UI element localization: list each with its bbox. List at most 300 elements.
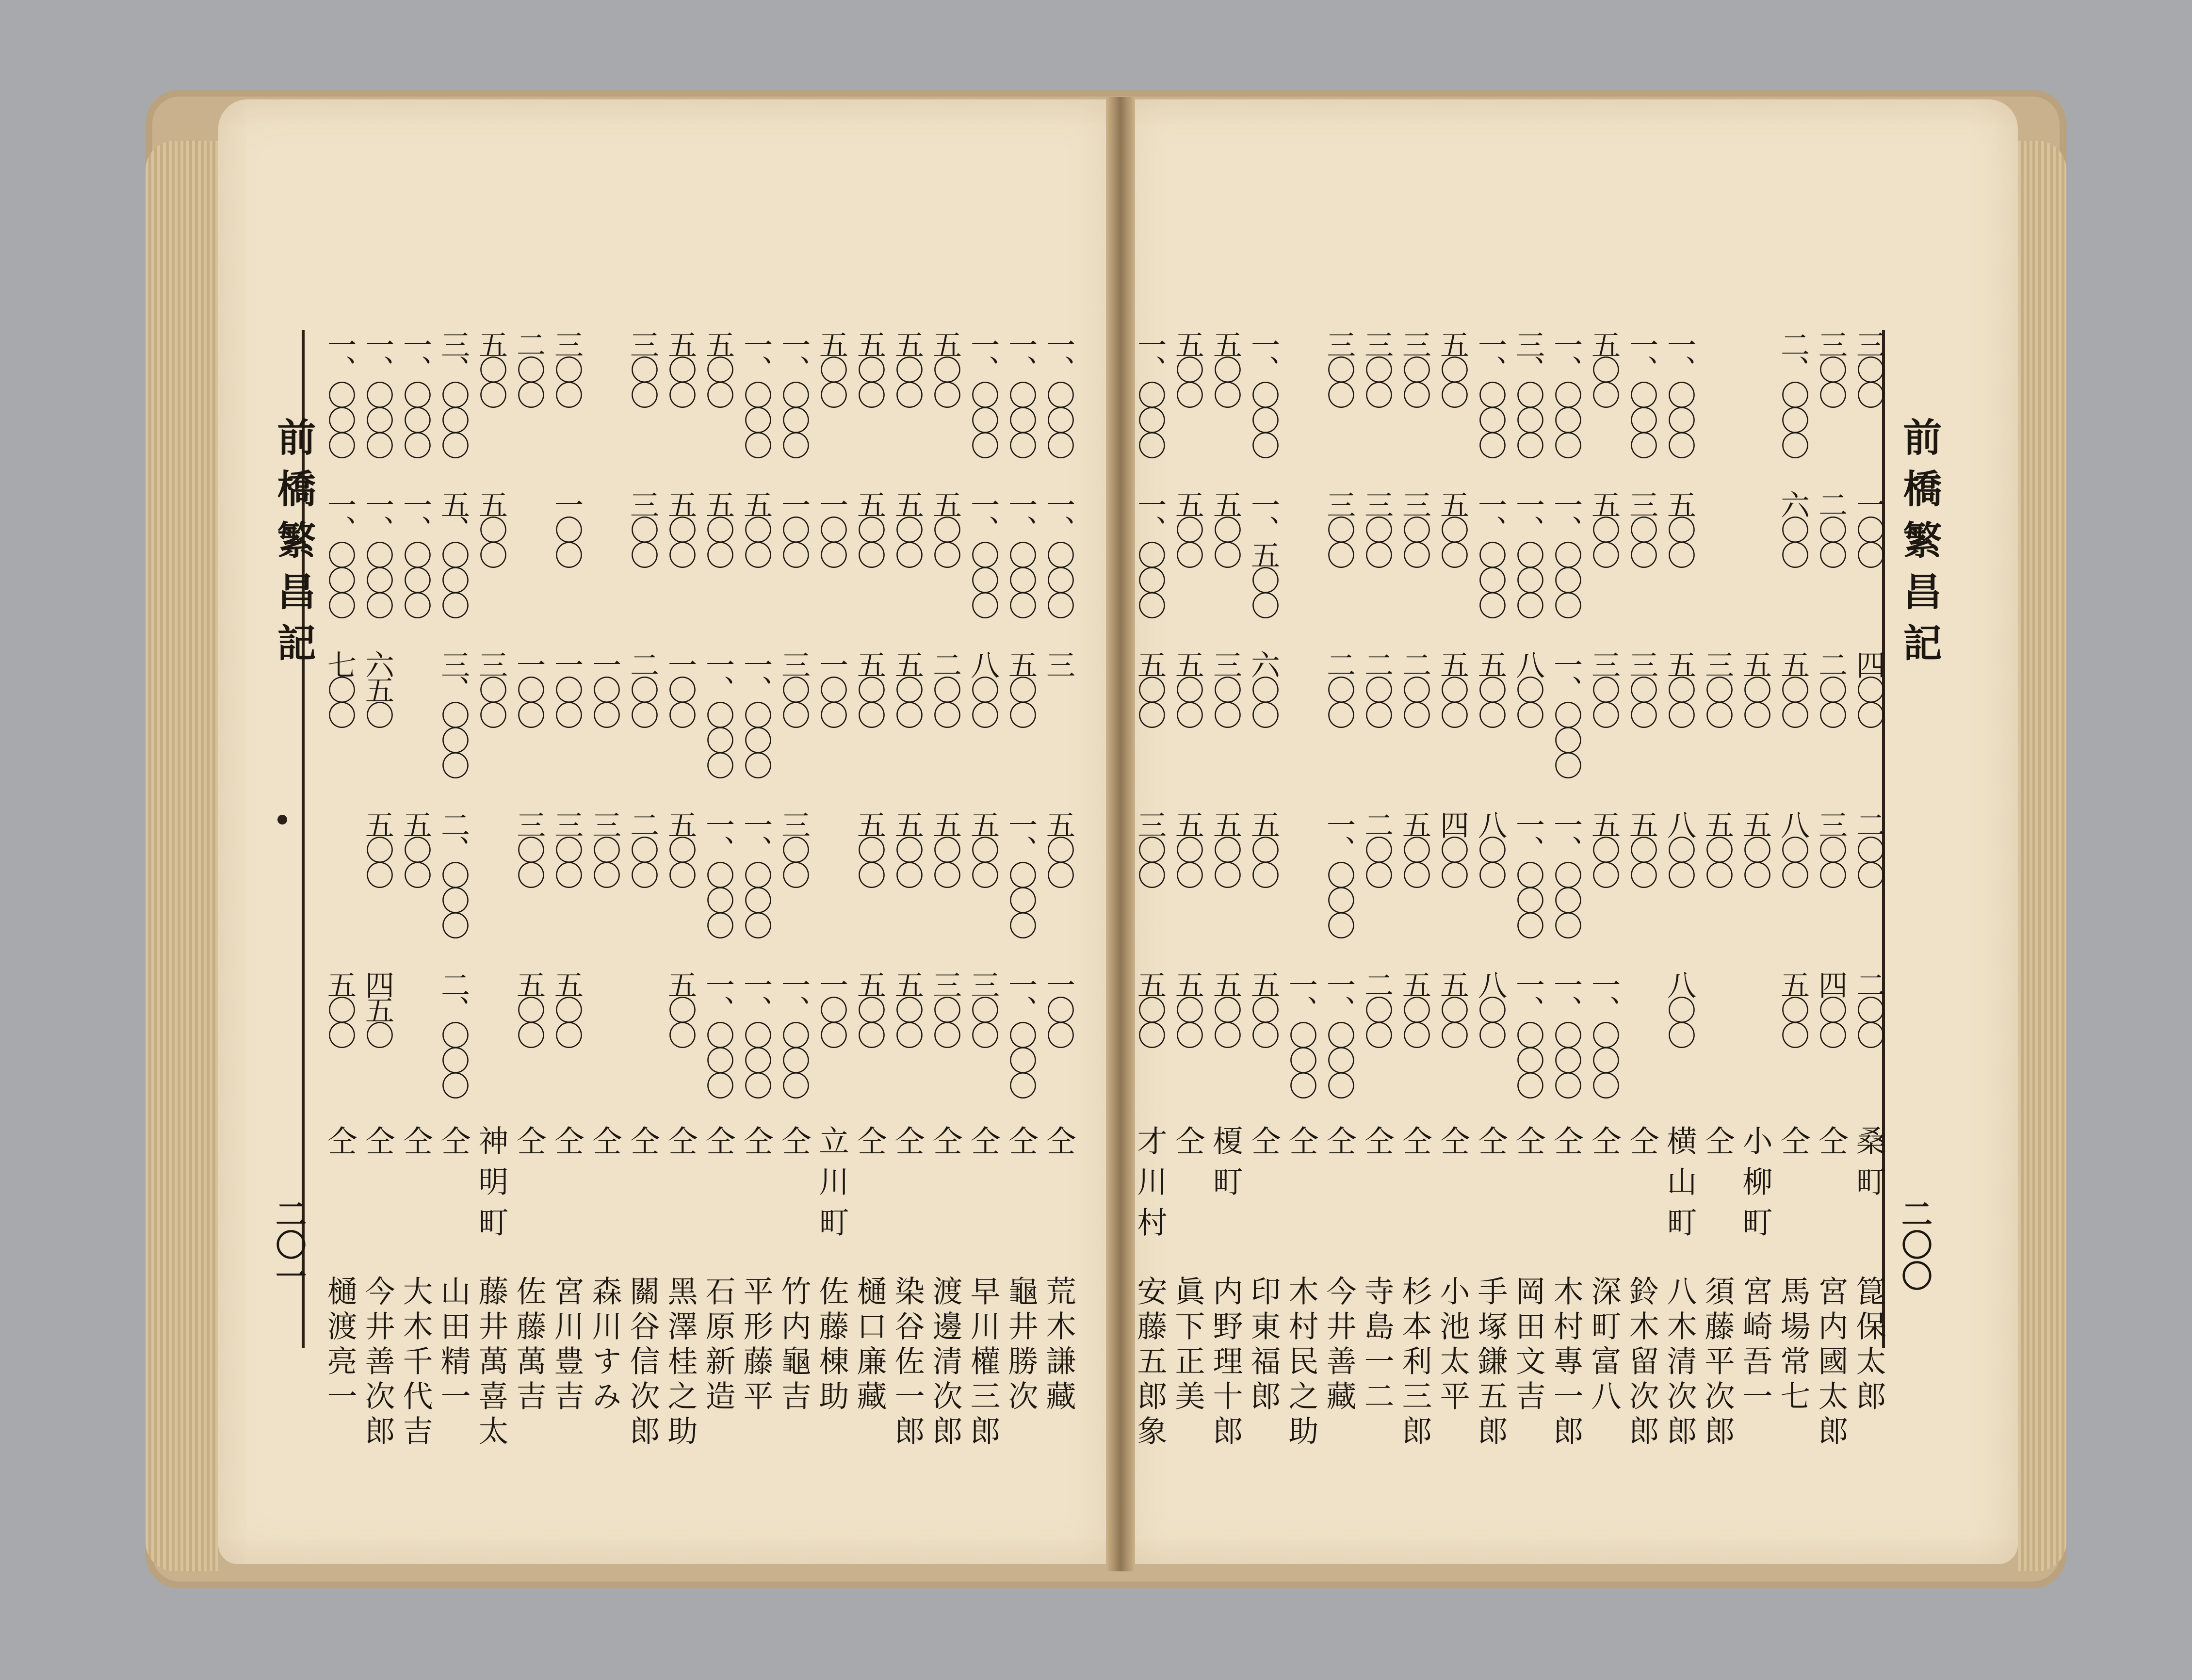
entry-column [1849, 330, 1888, 1484]
amount-cell: 五〇〇 [1004, 650, 1038, 726]
name-cell: 木村民之助 [1283, 1276, 1319, 1450]
town-cell: 仝 [1624, 1125, 1659, 1166]
town-cell: 仝 [1170, 1125, 1205, 1166]
name-cell: 竹内龜吉 [776, 1276, 812, 1415]
amount-cell [585, 970, 624, 1115]
name-cell: 八木清次郎 [1662, 1276, 1697, 1450]
amount-cell: 六五〇 [360, 650, 394, 726]
amount-cell: 二、〇〇〇 [436, 970, 470, 1096]
amount-cell: 五〇〇 [1170, 810, 1204, 886]
name-cell: 宮川豊吉 [549, 1276, 585, 1415]
right-folio: 二〇〇 [1896, 1198, 1932, 1291]
town-cell: 立川町 [814, 1125, 849, 1247]
amount-cell: 三〇〇 [1700, 650, 1734, 726]
amount-cell: 一、〇〇〇 [777, 330, 811, 456]
amount-cell: 五〇〇 [852, 330, 886, 405]
amount-cell: 一、〇〇〇 [1587, 970, 1621, 1096]
name-cell: 眞下正美 [1170, 1276, 1205, 1415]
amount-cell: 二〇〇 [625, 650, 659, 726]
amount-cell: 一、〇〇〇 [1624, 330, 1658, 456]
amount-cell: 一、〇〇〇 [701, 650, 735, 776]
amount-cell: 三〇〇 [625, 490, 659, 565]
amount-cell: 五〇〇 [512, 970, 546, 1046]
town-cell: 仝 [1041, 1125, 1076, 1166]
amount-cell: 一、〇〇〇 [1004, 970, 1038, 1096]
amount-cell: 五〇〇 [550, 970, 584, 1046]
amount-cell: 二、〇〇〇 [1776, 330, 1810, 456]
entry-column [1622, 330, 1661, 1484]
amount-cell: 二〇〇 [1814, 490, 1848, 565]
amount-cell: 六〇〇 [1246, 650, 1280, 726]
entry-column [1168, 330, 1207, 1484]
amount-cell: 三〇〇 [777, 810, 811, 886]
town-cell: 仝 [1283, 1125, 1319, 1166]
amount-cell: 三〇〇 [777, 650, 811, 726]
town-cell: 仝 [587, 1125, 622, 1166]
amount-cell: 五〇〇 [1397, 970, 1431, 1046]
amount-cell: 一、〇〇〇 [1322, 810, 1356, 936]
town-cell: 仝 [1548, 1125, 1584, 1166]
town-cell: 仝 [360, 1125, 395, 1166]
town-cell: 仝 [1473, 1125, 1508, 1166]
amount-cell: 四〇〇 [1851, 650, 1885, 726]
amount-cell: 一、〇〇〇 [1473, 330, 1507, 456]
amount-cell: 五〇〇 [663, 810, 697, 886]
amount-cell: 一、〇〇〇 [1004, 330, 1038, 456]
town-cell: 仝 [322, 1125, 357, 1166]
amount-cell: 五〇〇 [1208, 810, 1242, 886]
entry-column [1395, 330, 1434, 1484]
amount-cell: 一、〇〇〇 [966, 490, 1000, 616]
amount-cell: 六〇〇 [1776, 490, 1810, 565]
name-cell: 宮内國太郎 [1813, 1276, 1849, 1450]
name-cell: 安藤五郎象 [1132, 1276, 1168, 1450]
entry-column [1736, 330, 1774, 1484]
amount-cell: 五〇〇 [1624, 810, 1658, 886]
name-cell: 渡邊清次郎 [927, 1276, 963, 1450]
town-cell: 才川村 [1132, 1125, 1168, 1247]
amount-cell: 三〇〇 [1851, 330, 1885, 405]
amount-cell: 五〇〇 [1041, 810, 1075, 886]
amount-cell [471, 810, 510, 955]
name-cell: 龜井勝次 [1003, 1276, 1039, 1415]
amount-cell: 三〇〇 [1814, 330, 1848, 405]
name-cell: 木村專一郎 [1548, 1276, 1584, 1450]
town-cell: 仝 [436, 1125, 471, 1166]
name-cell: 今井善次郎 [360, 1276, 395, 1450]
amount-cell: 五〇〇 [1246, 970, 1280, 1046]
name-cell: 岡田文吉 [1510, 1276, 1546, 1415]
town-cell: 仝 [927, 1125, 963, 1166]
town-cell: 仝 [852, 1125, 887, 1166]
amount-cell: 五〇〇 [890, 330, 924, 405]
amount-cell: 一、〇〇〇 [739, 970, 773, 1096]
amount-cell: 一、〇〇〇 [739, 810, 773, 936]
amount-cell: 一〇〇 [1851, 490, 1885, 565]
amount-cell: 五〇〇 [1208, 970, 1242, 1046]
entry-column [1773, 330, 1812, 1484]
right-running-head: 前橋繁昌記 [1897, 417, 1942, 674]
amount-cell [509, 490, 548, 635]
entry-column [320, 330, 359, 1484]
amount-cell: 一、〇〇〇 [1549, 490, 1583, 616]
amount-cell: 五〇〇 [1776, 650, 1810, 726]
amount-cell: 五〇〇 [1776, 970, 1810, 1046]
name-cell: 内野理十郎 [1208, 1276, 1243, 1450]
amount-cell: 五〇〇 [474, 330, 508, 405]
amount-cell [1282, 330, 1320, 475]
amount-cell: 一、〇〇〇 [1511, 490, 1545, 616]
town-cell: 仝 [1397, 1125, 1432, 1166]
amount-cell: 一、五〇〇 [1246, 490, 1280, 616]
amount-cell: 三〇〇 [1360, 330, 1394, 405]
amount-cell: 五〇〇 [1133, 650, 1167, 726]
amount-cell [1698, 970, 1737, 1115]
name-cell: 黑澤桂之助 [663, 1276, 698, 1450]
amount-cell: 八〇〇 [1776, 810, 1810, 886]
entry-column [1001, 330, 1040, 1484]
amount-cell: 一、〇〇〇 [360, 330, 394, 456]
name-cell: 平形藤平 [738, 1276, 774, 1415]
amount-cell: 五〇〇 [474, 490, 508, 565]
amount-cell: 二〇〇 [1851, 810, 1885, 886]
amount-cell [585, 330, 624, 475]
amount-cell [1698, 490, 1737, 635]
amount-cell: 五〇〇 [701, 330, 735, 405]
town-cell: 神明町 [473, 1125, 509, 1247]
amount-cell: 一、〇〇〇 [1473, 490, 1507, 616]
entry-column [471, 330, 510, 1484]
town-cell: 小柳町 [1737, 1125, 1773, 1247]
amount-cell: 五〇〇 [1587, 490, 1621, 565]
town-cell: 仝 [1586, 1125, 1622, 1166]
amount-cell: 二〇〇 [1360, 650, 1394, 726]
name-cell: 馬場常七 [1775, 1276, 1811, 1415]
amount-cell: 一、〇〇〇 [1133, 490, 1167, 616]
amount-cell: 三〇〇 [1624, 490, 1658, 565]
town-cell: 仝 [1246, 1125, 1281, 1166]
amount-cell: 三〇〇 [1208, 650, 1242, 726]
amount-cell: 七〇〇 [323, 650, 357, 726]
amount-cell: 一、〇〇〇 [1549, 810, 1583, 936]
amount-cell: 一、〇〇〇 [739, 330, 773, 456]
amount-cell: 五〇〇 [1662, 650, 1696, 726]
name-cell: 杉本利三郎 [1397, 1276, 1432, 1450]
entry-column [926, 330, 964, 1484]
amount-cell: 五〇〇 [1473, 650, 1507, 726]
amount-cell: 一、〇〇〇 [1662, 330, 1696, 456]
amount-cell [471, 970, 510, 1115]
amount-cell: 五〇〇 [1662, 490, 1696, 565]
amount-cell: 三〇〇 [1624, 650, 1658, 726]
name-cell: 山田精一 [436, 1276, 471, 1415]
entry-column [1206, 330, 1245, 1484]
entry-column [888, 330, 926, 1484]
amount-cell: 一、〇〇〇 [1511, 970, 1545, 1096]
amount-cell: 一、〇〇〇 [1004, 810, 1038, 936]
entry-column [1509, 330, 1547, 1484]
name-cell: 小池太平 [1435, 1276, 1470, 1415]
entry-column [1282, 330, 1320, 1484]
amount-cell: 一、〇〇〇 [398, 490, 432, 616]
amount-cell: 一〇〇 [777, 490, 811, 565]
amount-cell: 五〇〇 [814, 330, 848, 405]
amount-cell: 五〇〇 [1587, 810, 1621, 886]
amount-cell: 五〇〇 [360, 810, 394, 886]
amount-cell: 二〇〇 [625, 810, 659, 886]
entry-column [1357, 330, 1396, 1484]
amount-cell: 一、〇〇〇 [1284, 970, 1318, 1096]
amount-cell: 二〇〇 [512, 330, 546, 405]
amount-cell [396, 650, 435, 795]
amount-cell: 一、〇〇〇 [398, 330, 432, 456]
amount-cell: 二〇〇 [1851, 970, 1885, 1046]
amount-cell: 五〇〇 [1246, 810, 1280, 886]
entry-column [1584, 330, 1623, 1484]
amount-cell: 三〇〇 [550, 810, 584, 886]
name-cell: 佐藤萬吉 [511, 1276, 547, 1415]
name-cell: 鈴木留次郎 [1624, 1276, 1659, 1450]
amount-cell: 三〇〇 [1322, 330, 1356, 405]
amount-cell: 五〇〇 [852, 490, 886, 565]
amount-cell: 五〇〇 [1208, 330, 1242, 405]
amount-cell: 三、〇〇〇 [436, 650, 470, 776]
amount-cell: 三〇〇 [1360, 490, 1394, 565]
amount-cell: 一、〇〇〇 [323, 330, 357, 456]
amount-cell: 一、〇〇〇 [360, 490, 394, 616]
amount-cell [1282, 810, 1320, 955]
town-cell: 仝 [1700, 1125, 1735, 1166]
entry-column [963, 330, 1002, 1484]
entry-column [396, 330, 435, 1484]
entry-column [1433, 330, 1472, 1484]
amount-cell: 一〇〇 [550, 490, 584, 565]
amount-cell: 一、〇〇〇 [1511, 810, 1545, 936]
town-cell: 仝 [700, 1125, 736, 1166]
town-cell: 仝 [663, 1125, 698, 1166]
amount-cell: 五〇〇 [1435, 490, 1469, 565]
town-cell: 仝 [776, 1125, 812, 1166]
amount-cell: 三〇〇 [587, 810, 621, 886]
ornament-dot [277, 815, 287, 824]
entry-column [1471, 330, 1510, 1484]
amount-cell: 四五〇 [360, 970, 394, 1046]
amount-cell: 五〇〇 [663, 330, 697, 405]
entry-column [1039, 330, 1078, 1484]
amount-cell: 三 [1041, 650, 1075, 675]
entry-column [1130, 330, 1169, 1484]
town-cell: 榎町 [1208, 1125, 1243, 1207]
name-cell: 早川權三郎 [965, 1276, 1001, 1450]
amount-cell: 五〇〇 [1397, 810, 1431, 886]
amount-cell: 四〇〇 [1435, 810, 1469, 886]
amount-cell: 一、〇〇〇 [1246, 330, 1280, 456]
amount-cell: 五〇〇 [1435, 330, 1469, 405]
town-cell: 仝 [1435, 1125, 1470, 1166]
town-cell: 仝 [511, 1125, 547, 1166]
name-cell: 森川すみ [587, 1276, 622, 1415]
entry-column [434, 330, 472, 1484]
amount-cell: 五〇〇 [398, 810, 432, 886]
amount-cell: 五〇〇 [890, 650, 924, 726]
entry-column [774, 330, 813, 1484]
town-cell: 横山町 [1662, 1125, 1697, 1247]
amount-cell: 三〇〇 [966, 970, 1000, 1046]
amount-cell: 五、〇〇〇 [436, 490, 470, 616]
name-cell: 手塚鎌五郎 [1473, 1276, 1508, 1450]
entry-column [358, 330, 397, 1484]
amount-cell: 一、〇〇〇 [739, 650, 773, 776]
amount-cell: 三〇〇 [1397, 490, 1431, 565]
town-cell: 仝 [398, 1125, 433, 1166]
amount-cell: 五〇〇 [966, 810, 1000, 886]
amount-cell: 三〇〇 [550, 330, 584, 405]
town-cell: 仝 [625, 1125, 660, 1166]
amount-cell: 三〇〇 [474, 650, 508, 726]
entry-column [812, 330, 851, 1484]
entry-column [509, 330, 548, 1484]
name-cell: 樋口廉藏 [852, 1276, 887, 1415]
name-cell: 印東福郎 [1246, 1276, 1281, 1415]
amount-cell: 五〇〇 [1700, 810, 1734, 886]
name-cell: 樋渡亮一 [322, 1276, 357, 1415]
town-cell: 仝 [549, 1125, 585, 1166]
name-cell: 染谷佐一郎 [890, 1276, 925, 1450]
left-folio: 二〇一 [270, 1198, 307, 1291]
entry-column [1319, 330, 1358, 1484]
name-cell: 今井善藏 [1321, 1276, 1357, 1415]
town-cell: 仝 [890, 1125, 925, 1166]
amount-cell: 三〇〇 [1397, 330, 1431, 405]
amount-cell: 五〇〇 [1170, 970, 1204, 1046]
amount-cell: 五〇〇 [663, 970, 697, 1046]
amount-cell: 一、〇〇〇 [777, 970, 811, 1096]
amount-cell: 二〇〇 [1360, 970, 1394, 1046]
entry-column [623, 330, 662, 1484]
amount-cell: 五〇〇 [1587, 330, 1621, 405]
amount-cell [1282, 490, 1320, 635]
amount-cell: 二〇〇 [1814, 650, 1848, 726]
amount-cell: 二、〇〇〇 [436, 810, 470, 936]
entry-column [661, 330, 699, 1484]
amount-cell: 八〇〇 [1473, 810, 1507, 886]
amount-cell: 三〇〇 [928, 970, 962, 1046]
amount-cell [396, 970, 435, 1115]
amount-cell: 二〇〇 [928, 650, 962, 726]
entry-column [1244, 330, 1283, 1484]
name-cell: 關谷信次郎 [625, 1276, 660, 1450]
name-cell: 大木千代吉 [398, 1276, 433, 1450]
amount-cell: 五〇〇 [1170, 650, 1204, 726]
amount-cell: 五〇〇 [928, 810, 962, 886]
amount-cell: 一〇〇 [814, 490, 848, 565]
amount-cell: 八〇〇 [1473, 970, 1507, 1046]
name-cell: 石原新造 [700, 1276, 736, 1415]
amount-cell: 四〇〇 [1814, 970, 1848, 1046]
right-table [1130, 330, 1886, 1484]
amount-cell: 一、〇〇〇 [1549, 330, 1583, 456]
amount-cell: 三〇〇 [1133, 810, 1167, 886]
amount-cell: 三、〇〇〇 [1511, 330, 1545, 456]
name-cell: 須藤平次郎 [1700, 1276, 1735, 1450]
amount-cell: 一、〇〇〇 [1133, 330, 1167, 456]
amount-cell: 五〇〇 [890, 490, 924, 565]
amount-cell: 一〇〇 [550, 650, 584, 726]
town-cell: 仝 [1510, 1125, 1546, 1166]
amount-cell [1282, 650, 1320, 795]
left-page-edge [146, 141, 218, 1571]
amount-cell: 二〇〇 [1397, 650, 1431, 726]
town-cell: 仝 [1321, 1125, 1357, 1166]
amount-cell: 五〇〇 [1170, 330, 1204, 405]
town-cell: 仝 [738, 1125, 774, 1166]
name-cell: 箟保太郎 [1851, 1276, 1886, 1415]
amount-cell: 五〇〇 [739, 490, 773, 565]
amount-cell: 五〇〇 [1170, 490, 1204, 565]
amount-cell: 五〇〇 [1435, 650, 1469, 726]
name-cell: 宮崎吾一 [1737, 1276, 1773, 1415]
amount-cell: 八〇〇 [1662, 810, 1696, 886]
amount-cell: 五〇〇 [852, 810, 886, 886]
amount-cell: 五〇〇 [1133, 970, 1167, 1046]
amount-cell: 五〇〇 [852, 650, 886, 726]
amount-cell: 一、〇〇〇 [966, 330, 1000, 456]
amount-cell [1736, 970, 1774, 1115]
amount-cell: 一、〇〇〇 [1322, 970, 1356, 1096]
amount-cell: 三〇〇 [1587, 650, 1621, 726]
name-cell: 深町富八 [1586, 1276, 1622, 1415]
amount-cell: 一、〇〇〇 [323, 490, 357, 616]
amount-cell: 五〇〇 [852, 970, 886, 1046]
entry-column [1811, 330, 1850, 1484]
amount-cell: 一〇〇 [512, 650, 546, 726]
amount-cell: 三〇〇 [1322, 490, 1356, 565]
amount-cell: 一、〇〇〇 [1041, 490, 1075, 616]
amount-cell: 一、〇〇〇 [1549, 650, 1583, 776]
entry-column [1546, 330, 1585, 1484]
amount-cell [585, 490, 624, 635]
amount-cell: 五〇〇 [890, 810, 924, 886]
amount-cell: 一〇〇 [814, 650, 848, 726]
entry-column [1660, 330, 1699, 1484]
entry-column [547, 330, 586, 1484]
entry-column [698, 330, 737, 1484]
amount-cell: 五〇〇 [928, 330, 962, 405]
town-cell: 仝 [1775, 1125, 1811, 1166]
amount-cell: 一、〇〇〇 [701, 970, 735, 1096]
town-cell: 桑町 [1851, 1125, 1886, 1207]
town-cell: 仝 [1359, 1125, 1395, 1166]
town-cell: 仝 [1813, 1125, 1849, 1166]
amount-cell: 一〇〇 [587, 650, 621, 726]
name-cell: 荒木謙藏 [1041, 1276, 1076, 1415]
amount-cell: 五〇〇 [1435, 970, 1469, 1046]
amount-cell: 一、〇〇〇 [1004, 490, 1038, 616]
amount-cell: 五〇〇 [1738, 810, 1772, 886]
right-page-edge [2018, 141, 2066, 1571]
amount-cell [1736, 330, 1774, 475]
amount-cell [812, 810, 851, 955]
amount-cell: 三〇〇 [512, 810, 546, 886]
amount-cell: 五〇〇 [1208, 490, 1242, 565]
amount-cell: 八〇〇 [1511, 650, 1545, 726]
amount-cell: 五〇〇 [1738, 650, 1772, 726]
amount-cell: 八〇〇 [1662, 970, 1696, 1046]
name-cell: 藤井萬喜太 [473, 1276, 509, 1450]
left-running-head: 前橋繁昌記 [271, 417, 316, 674]
town-cell: 仝 [965, 1125, 1001, 1166]
name-cell: 佐藤棟助 [814, 1276, 849, 1415]
